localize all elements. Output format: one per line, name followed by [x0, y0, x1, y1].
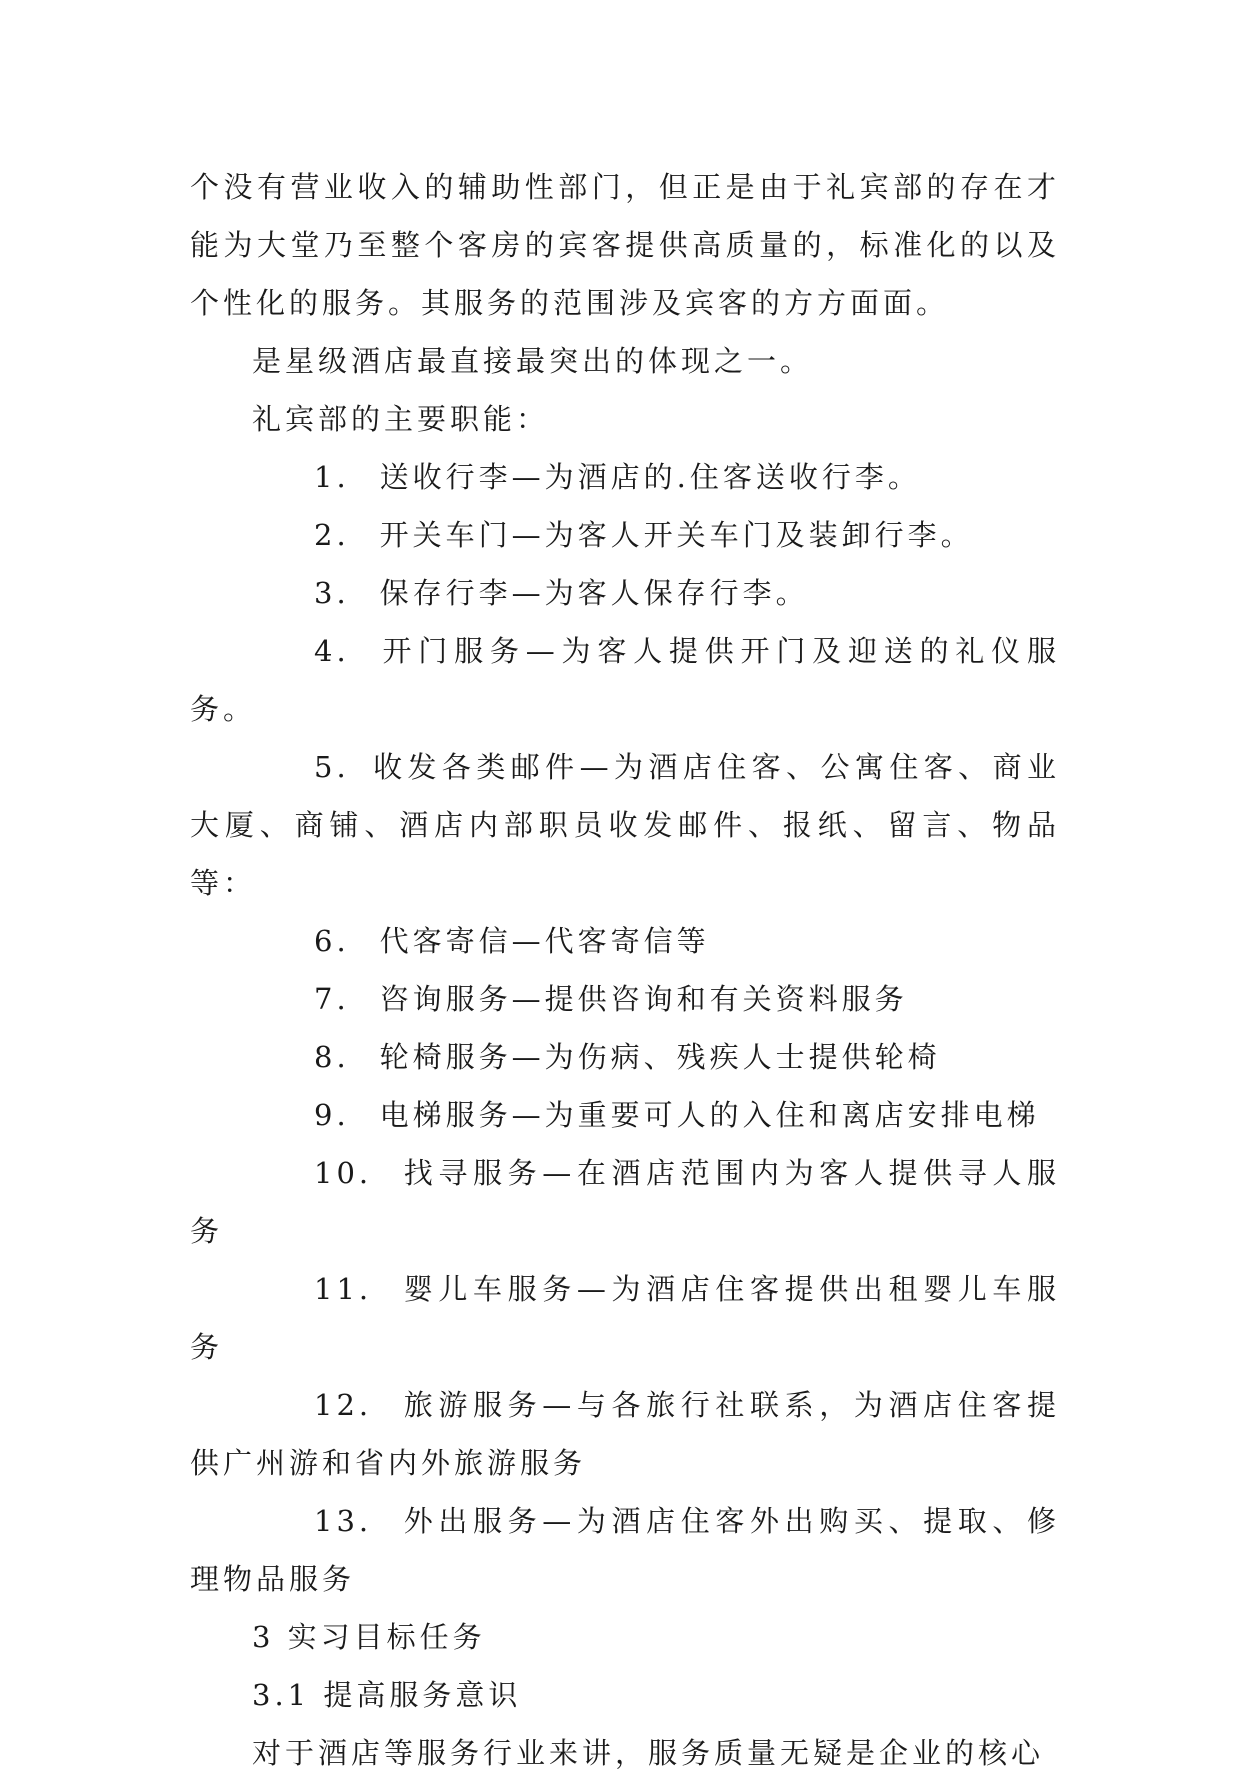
list-item: 6. 代客寄信—代客寄信等 [314, 924, 710, 958]
paragraph-functions-heading: 礼宾部的主要职能： [252, 402, 550, 436]
subsection-heading: 3.1 提高服务意识 [252, 1678, 522, 1712]
list-item: 13. 外出服务—为酒店住客外出购买、提取、修理物品服务 [190, 1504, 1060, 1596]
list-item: 4. 开门服务—为客人提供开门及迎送的礼仪服务。 [190, 634, 1060, 726]
list-item: 1. 送收行李—为酒店的.住客送收行李。 [314, 460, 921, 494]
list-item: 2. 开关车门—为客人开关车门及装卸行李。 [314, 518, 974, 552]
list-item: 12. 旅游服务—与各旅行社联系，为酒店住客提供广州游和省内外旅游服务 [190, 1388, 1060, 1480]
list-item: 8. 轮椅服务—为伤病、残疾人士提供轮椅 [314, 1040, 941, 1074]
section-heading: 3 实习目标任务 [252, 1620, 486, 1654]
paragraph-intro: 个没有营业收入的辅助性部门，但正是由于礼宾部的存在才能为大堂乃至整个客房的宾客提供高质量的，标准化的以及个性化的服务。其服务的范围涉及宾客的方方面面。 [190, 170, 1060, 320]
list-item: 9. 电梯服务—为重要可人的入住和离店安排电梯 [314, 1098, 1040, 1132]
list-item: 5. 收发各类邮件—为酒店住客、公寓住客、商业大厦、商铺、酒店内部职员收发邮件、报纸、留言、物品等： [190, 750, 1060, 900]
list-item: 3. 保存行李—为客人保存行李。 [314, 576, 809, 610]
list-item: 11. 婴儿车服务—为酒店住客提供出租婴儿车服务 [190, 1272, 1060, 1364]
paragraph-star-hotel: 是星级酒店最直接最突出的体现之一。 [252, 344, 814, 378]
list-item: 7. 咨询服务—提供咨询和有关资料服务 [314, 982, 908, 1016]
document-page [190, 158, 1060, 1782]
paragraph-service-quality: 对于酒店等服务行业来讲，服务质量无疑是企业的核心 [252, 1736, 1045, 1770]
list-item: 10. 找寻服务—在酒店范围内为客人提供寻人服务 [190, 1156, 1060, 1248]
